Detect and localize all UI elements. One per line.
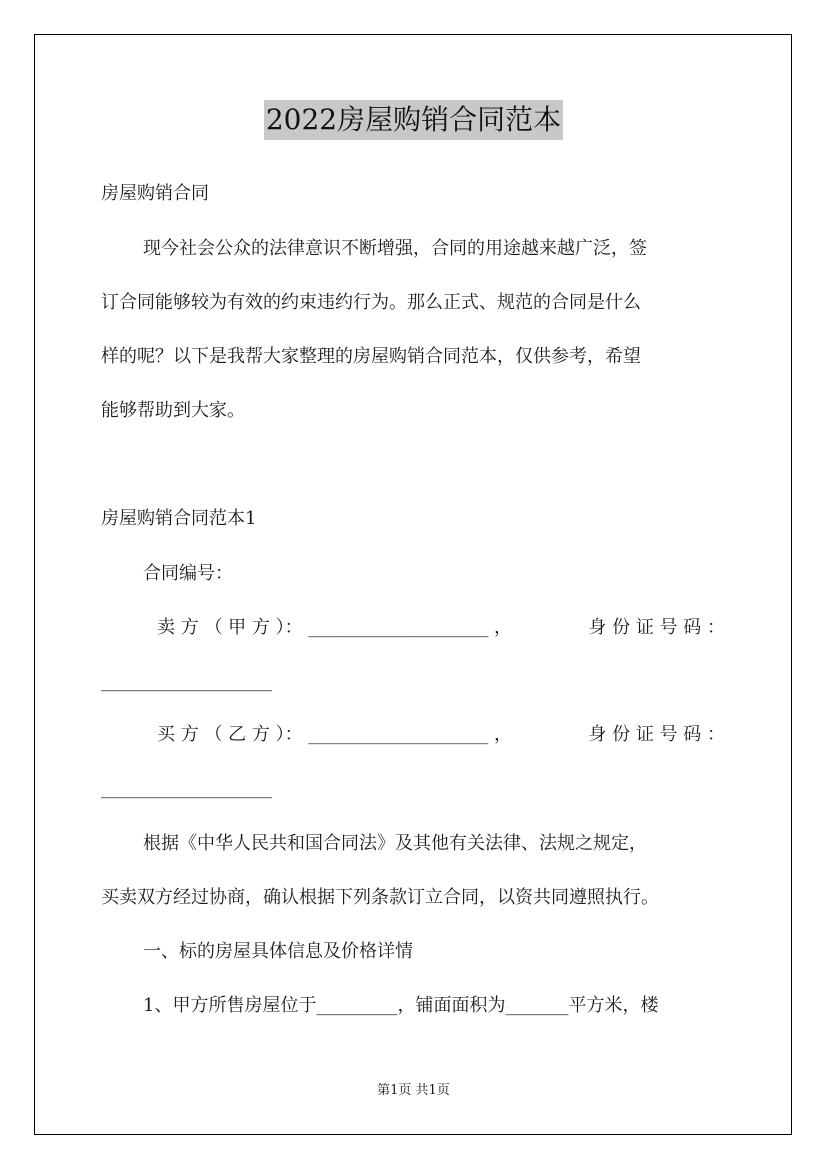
section-1-heading: 一、标的房屋具体信息及价格详情 (143, 941, 413, 962)
contract-number-label: 合同编号： (143, 563, 233, 584)
heading-template-1: 房屋购销合同范本1 (101, 508, 257, 529)
heading-contract: 房屋购销合同 (101, 183, 209, 204)
page-footer: 第1页 共1页 (377, 1083, 450, 1098)
buyer-id-blank: ___________________ (101, 778, 272, 799)
buyer-label: 买 方 （ 乙 方 ）： ____________________ ， (157, 724, 513, 745)
intro-line-3: 样的呢？以下是我帮大家整理的房屋购销合同范本，仅供参考，希望 (101, 346, 641, 367)
law-line-2: 买卖双方经过协商，确认根据下列条款订立合同，以资共同遵照执行。 (101, 887, 659, 908)
intro-line-1: 现今社会公众的法律意识不断增强，合同的用途越来越广泛，签 (143, 238, 647, 259)
item-1-text: 1、甲方所售房屋位于_________，铺面面积为_______平方米，楼 (143, 995, 659, 1016)
seller-id-label: 身 份 证 号 码 ： (588, 617, 725, 638)
seller-line (101, 615, 725, 641)
buyer-id-label: 身 份 证 号 码 ： (588, 724, 725, 745)
seller-label: 卖 方 （ 甲 方 ）： ____________________ ， (157, 617, 513, 638)
intro-line-4: 能够帮助到大家。 (101, 400, 245, 421)
buyer-line (101, 722, 725, 748)
document-title: 2022房屋购销合同范本 (264, 100, 563, 140)
title-container (0, 100, 827, 140)
intro-line-2: 订合同能够较为有效的约束违约行为。那么正式、规范的合同是什么 (101, 292, 641, 313)
seller-id-blank: ___________________ (101, 671, 272, 692)
law-line-1: 根据《中华人民共和国合同法》及其他有关法律、法规之规定， (143, 833, 647, 854)
